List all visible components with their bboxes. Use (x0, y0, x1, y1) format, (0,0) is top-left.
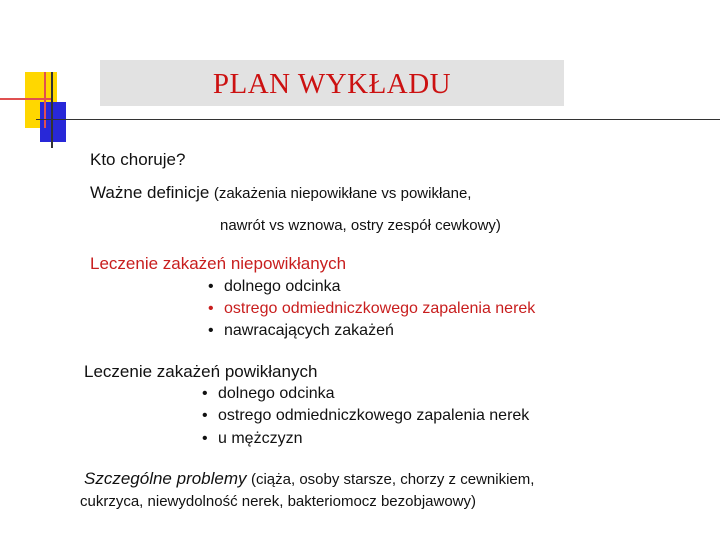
definitions-line (90, 183, 471, 203)
list-item: • nawracających zakażeń (208, 322, 394, 339)
bullet-icon: • (208, 300, 214, 317)
bullet-icon: • (202, 430, 208, 447)
question-line (90, 150, 185, 170)
list-item: • dolnego odcinka (202, 385, 335, 402)
definitions-details-line-2 (220, 217, 501, 234)
definitions-details-2: nawrót vs wznowa, ostry zespół cewkowy) (220, 217, 501, 234)
bullet-icon: • (208, 322, 214, 339)
page-title: PLAN WYKŁADU (212, 68, 452, 100)
definitions-heading: Ważne definicje (90, 183, 210, 202)
special-problems-details-line-2 (80, 493, 476, 510)
list-item: • ostrego odmiedniczkowego zapalenia nerek (202, 407, 530, 424)
decor-vertical-rule (51, 72, 53, 148)
list-item: • u mężczyzn (202, 430, 303, 447)
section1-heading: Leczenie zakażeń niepowikłanych (90, 254, 347, 273)
list-item: • ostrego odmiedniczkowego zapalenia nerek (208, 300, 536, 317)
bullet-icon: • (208, 278, 214, 295)
question-text: Kto choruje? (90, 150, 186, 169)
special-problems-details-1: (ciąża, osoby starsze, chorzy z cewnikiem, (250, 471, 535, 488)
special-problems-line (84, 469, 534, 489)
decor-horizontal-rule (36, 119, 720, 120)
definitions-details-1: (zakażenia niepowikłane vs powikłane, (213, 185, 472, 202)
special-problems-details-2: cukrzyca, niewydolność nerek, bakteriomocz bezobjawowy) (80, 493, 477, 510)
bullet-icon: • (202, 407, 208, 424)
bullet-icon: • (202, 385, 208, 402)
list-item: • dolnego odcinka (208, 278, 341, 295)
section2-heading: Leczenie zakażeń powikłanych (84, 362, 318, 381)
special-problems-heading: Szczególne problemy (84, 469, 247, 488)
